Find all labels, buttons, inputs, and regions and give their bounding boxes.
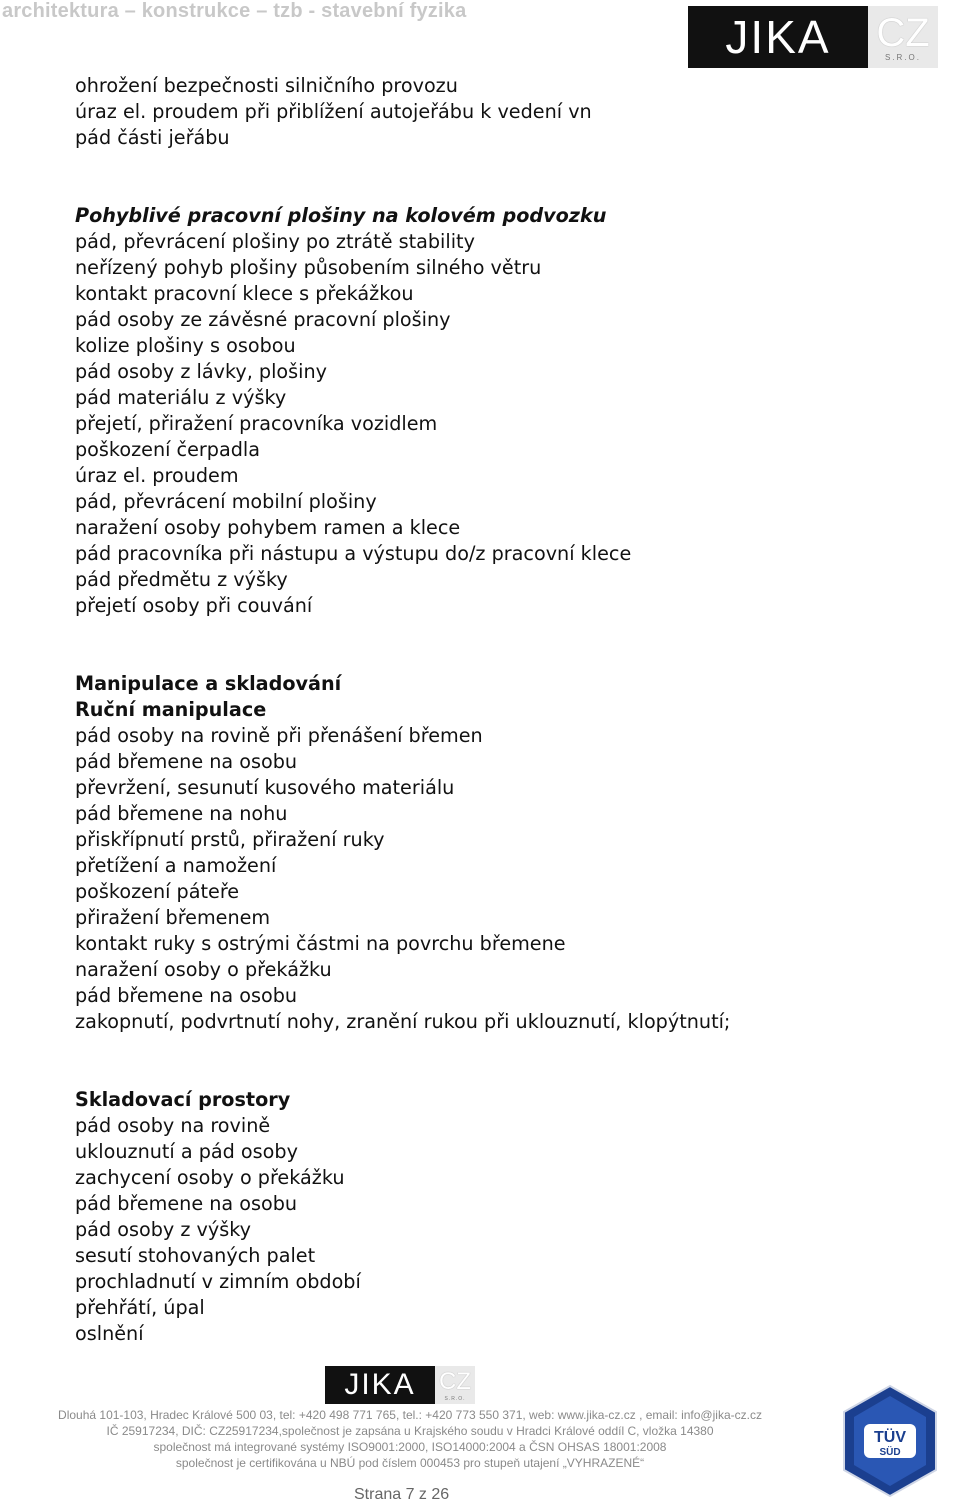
- list-item: pád osoby na rovině: [75, 1114, 271, 1137]
- list-item: přiskřípnutí prstů, přiražení ruky: [75, 828, 385, 851]
- page-number: Strana 7 z 26: [354, 1486, 450, 1503]
- list-item: převržení, sesunutí kusového materiálu: [75, 776, 455, 799]
- company-logo: [688, 6, 938, 68]
- list-item: pád pracovníka při nástupu a výstupu do/z pracovní klece: [75, 542, 632, 565]
- list-item: pád břemene na osobu: [75, 984, 298, 1007]
- logo-cz-text: CZ: [876, 10, 930, 55]
- document-body: [75, 73, 855, 1347]
- list-item: pád části jeřábu: [75, 126, 230, 149]
- list-item: přetížení a namožení: [75, 854, 277, 877]
- list-item: oslnění: [75, 1322, 144, 1345]
- footer-logo-sro-text: S.R.O.: [444, 1396, 466, 1402]
- list-item: přehřátí, úpal: [75, 1296, 205, 1319]
- logo-sro-text: S.R.O.: [884, 52, 921, 62]
- list-item: přejetí, přiražení pracovníka vozidlem: [75, 412, 438, 435]
- list-item: naražení osoby o překážku: [75, 958, 332, 981]
- footer-logo-jika: JIKA: [325, 1366, 435, 1404]
- section-heading: Manipulace a skladování: [75, 672, 342, 695]
- list-item: kolize plošiny s osobou: [75, 334, 296, 357]
- list-item: pád osoby z výšky: [75, 1218, 251, 1241]
- list-item: pád břemene na nohu: [75, 802, 288, 825]
- footer-logo: [325, 1366, 475, 1404]
- section-handling: [75, 671, 855, 1035]
- list-item: přejetí osoby při couvání: [75, 594, 313, 617]
- section-heading: Skladovací prostory: [75, 1088, 291, 1111]
- footer-nbu: společnost je certifikována u NBÚ pod číslem 000453 pro stupeň utajení „VYHRAZENÉ“: [175, 1456, 645, 1470]
- tuv-certification-badge: [838, 1384, 942, 1498]
- list-item: zakopnutí, podvrtnutí nohy, zranění rukou při uklouznutí, klopýtnutí;: [75, 1010, 731, 1033]
- footer-logo-cz-text: CZ: [439, 1368, 471, 1395]
- list-item: pád, převrácení mobilní plošiny: [75, 490, 377, 513]
- list-item: pád předmětu z výšky: [75, 568, 288, 591]
- footer-registration: IČ 25917234, DIČ: CZ25917234,společnost je zapsána u Krajského soudu v Hradci Králové oddíl C, vložka 14380: [106, 1424, 714, 1438]
- list-item: pád, převrácení plošiny po ztrátě stability: [75, 230, 475, 253]
- list-item: uklouznutí a pád osoby: [75, 1140, 298, 1163]
- footer-logo-cz: [435, 1366, 475, 1404]
- section-storage: [75, 1087, 855, 1347]
- tuv-badge-sub: SÜD: [879, 1447, 901, 1458]
- list-item: úraz el. proudem: [75, 464, 239, 487]
- section-subheading: Ruční manipulace: [75, 698, 267, 721]
- list-item: sesutí stohovaných palet: [75, 1244, 316, 1267]
- list-item: poškození čerpadla: [75, 438, 260, 461]
- list-item: kontakt pracovní klece s překážkou: [75, 282, 414, 305]
- header-title: architektura – konstrukce – tzb - stavební fyzika: [2, 0, 467, 22]
- logo-jika: JIKA: [688, 6, 868, 68]
- section-intro: [75, 73, 855, 151]
- list-item: pád osoby na rovině při přenášení břemen: [75, 724, 483, 747]
- list-item: neřízený pohyb plošiny působením silného větru: [75, 256, 542, 279]
- section-platforms: [75, 203, 855, 619]
- list-item: pád osoby z lávky, plošiny: [75, 360, 328, 383]
- footer-iso: společnost má integrované systémy ISO9001:2000, ISO14000:2004 a ČSN OHSAS 18001:2008: [153, 1440, 667, 1454]
- list-item: poškození páteře: [75, 880, 240, 903]
- list-item: úraz el. proudem při přiblížení autojeřábu k vedení vn: [75, 100, 592, 123]
- list-item: prochladnutí v zimním období: [75, 1270, 361, 1293]
- list-item: naražení osoby pohybem ramen a klece: [75, 516, 461, 539]
- list-item: pád břemene na osobu: [75, 750, 298, 773]
- list-item: přiražení břemenem: [75, 906, 271, 929]
- footer-address: Dlouhá 101-103, Hradec Králové 500 03, tel: +420 498 771 765, tel.: +420 773 550 371, web: www.jika-cz.cz , email: info@jika-cz.cz: [58, 1408, 762, 1422]
- list-item: pád osoby ze závěsné pracovní plošiny: [75, 308, 451, 331]
- tuv-badge-text: TÜV: [874, 1429, 906, 1446]
- logo-cz: [868, 6, 938, 68]
- list-item: zachycení osoby o překážku: [75, 1166, 345, 1189]
- list-item: pád materiálu z výšky: [75, 386, 287, 409]
- list-item: pád břemene na osobu: [75, 1192, 298, 1215]
- list-item: kontakt ruky s ostrými částmi na povrchu břemene: [75, 932, 566, 955]
- list-item: ohrožení bezpečnosti silničního provozu: [75, 74, 458, 97]
- section-heading: Pohyblivé pracovní plošiny na kolovém podvozku: [75, 204, 607, 227]
